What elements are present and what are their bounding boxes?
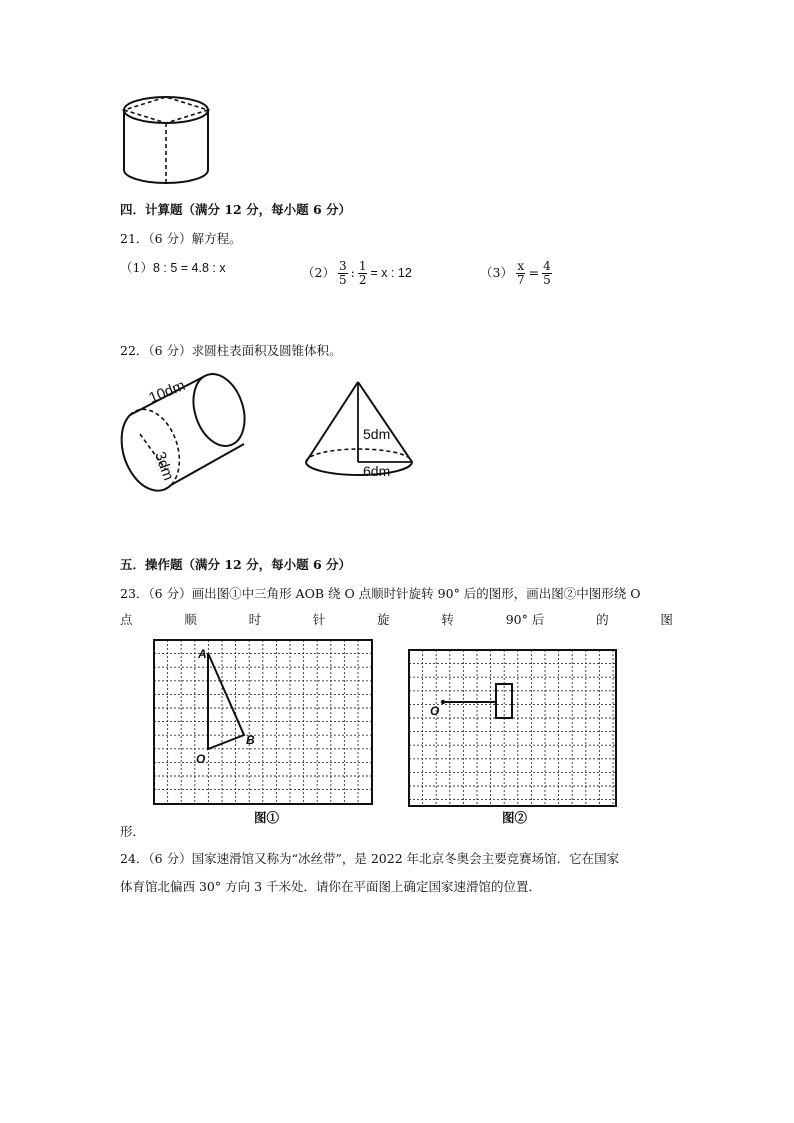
q21-part1-label: （1） <box>120 260 153 275</box>
fraction-3-5: $\frac{3}{5}$ <box>338 259 347 287</box>
grid-figure-2 <box>407 648 618 808</box>
q24-line2: 体育馆北偏西 30° 方向 3 千米处．请你在平面图上确定国家速滑馆的位置． <box>120 879 542 894</box>
cone-diagram <box>300 378 422 482</box>
cyl-length-label: 10dm <box>146 377 188 407</box>
q23-line2-word: 旋 <box>377 612 390 627</box>
section5-heading: 五．操作题（满分 12 分，每小题 6 分） <box>120 557 352 572</box>
cyl-diameter-label: 3dm <box>151 449 178 483</box>
grid-figure-1 <box>152 638 374 808</box>
q21-part1-expr: 8 : 5 = 4.8 : x <box>152 261 226 275</box>
point-b-label: B <box>246 733 255 747</box>
lying-cylinder-diagram <box>118 370 253 495</box>
q23-line2-word: 转 <box>441 612 454 627</box>
q22-stem: 22．（6 分）求圆柱表面积及圆锥体积。 <box>120 343 342 358</box>
q23-line1: 23．（6 分）画出图①中三角形 AOB 绕 O 点顺时针旋转 90° 后的图形，画出图②中图形绕 O <box>120 586 641 601</box>
q21-part3: （3） $\frac{x}{7}$ = $\frac{4}{5}$ <box>480 259 551 287</box>
q24-line1: 24．（6 分）国家速滑馆又称为“冰丝带”，是 2022 年北京冬奥会主要竞赛场馆．它在国家 <box>120 851 620 866</box>
point-a-label: A <box>198 647 207 661</box>
cylinder-diagram <box>118 92 218 188</box>
fraction-x-7: $\frac{x}{7}$ <box>516 259 525 287</box>
section4-heading: 四．计算题（满分 12 分，每小题 6 分） <box>120 202 352 217</box>
fraction-1-2: $\frac{1}{2}$ <box>358 259 367 287</box>
point-o-label-fig2: O <box>430 704 440 718</box>
cone-height-label: 5dm <box>363 426 391 442</box>
fraction-4-5: $\frac{4}{5}$ <box>543 259 551 287</box>
q21-part2: （2） $\frac{3}{5}$ : $\frac{1}{2}$ = x : 12 <box>302 259 412 287</box>
q21-stem: 21．（6 分）解方程。 <box>120 231 242 246</box>
q23-line3: 形． <box>120 824 146 839</box>
q23-line2-word: 的 <box>596 612 609 627</box>
q23-line2-word: 时 <box>248 612 262 627</box>
q23-line2-word: 图 <box>660 612 673 627</box>
q23-line2-word: 针 <box>312 612 326 627</box>
q23-line2 <box>120 614 673 627</box>
q23-line2-word: 顺 <box>184 612 197 627</box>
rectangle-shape <box>496 684 512 718</box>
q21-part2-rest: = x : 12 <box>370 265 412 280</box>
q23-line2-word: 90° 后 <box>505 612 545 627</box>
fig2-caption: 图② <box>502 810 528 825</box>
fig1-caption: 图① <box>254 810 280 825</box>
cone-radius-label: 6dm <box>363 463 391 479</box>
q21-part1 <box>120 262 226 275</box>
q21-part3-label: （3） <box>480 264 513 280</box>
point-o-label-fig1: O <box>196 752 206 766</box>
q21-part2-label: （2） <box>302 264 335 280</box>
q23-line2-word: 点 <box>120 612 133 627</box>
